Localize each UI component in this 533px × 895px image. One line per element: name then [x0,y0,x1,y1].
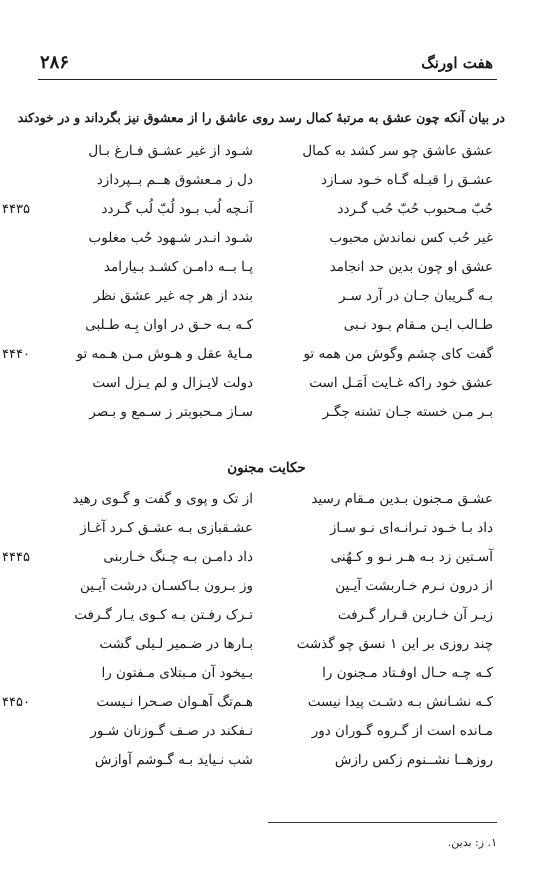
verse-row [0,576,533,603]
first-hemistich: عشـق را قبـله گـاه خـود سـازد [321,172,493,188]
first-hemistich: کـه نشـانش بـه دشـت پیدا نیست [307,694,493,710]
second-hemistich: کـه بـه حـق در اوان بِـه طـلبی [85,317,253,333]
second-hemistich: دولت لایـزال و لم یـزل است [92,375,253,391]
first-hemistich: از درون نـرم خـاربشت آیـین [335,578,493,594]
second-hemistich: شـود از غیر عشـق فـارغ بـال [88,143,253,159]
verse-row [0,286,533,313]
first-hemistich: عشـق مـجنون بـدین مـقام رسید [311,491,493,507]
story-heading: حکایت مجنون [227,460,306,476]
second-hemistich: تـرک رفـتن بـه کـوی یـار گـرفت [74,607,253,623]
first-hemistich: غیر حُب کس نماندش محبوب [329,230,493,246]
verse-row [0,605,533,632]
verse-row [0,228,533,255]
second-hemistich: مـایۀ عقل و هـوش مـن هـمه تو [76,346,253,362]
second-hemistich: عشـقبازی بـه عشـق کـرد آغـاز [80,520,253,536]
second-hemistich: شـود انـدر شـهود حُب مغلوب [88,230,253,246]
section-heading: در بیان آنکه چون عشق به مرتبۀ کمال رسد روی عاشق را از معشوق نیز بگرداند و در خودکند [17,110,505,125]
first-hemistich: مـانده است از گـروه گـوران دور [311,723,493,739]
first-hemistich: بـه گـریبان جـان در آرد سـر [339,288,493,304]
first-hemistich: چند روزی بر این ۱ نسق چو گذشت [296,636,493,652]
first-hemistich: داد بـا خـود تـرانـه‌ای نـو سـاز [329,520,493,536]
verse-row [0,344,533,371]
second-hemistich: بـارها در ضـمیر لـیلی گشت [99,636,253,652]
first-hemistich: روزهــا نشــنوم زکس رازش [334,752,493,768]
verse-row [0,257,533,284]
verse-row [0,721,533,748]
first-hemistich: گفت کای چشم وگوش من همه تو [303,346,493,362]
first-hemistich: آسـتین زد بـه هـر نـو و کـهُنی [330,549,493,565]
first-hemistich: طـالب ایـن مـقام بـود نـبی [343,317,493,333]
first-hemistich: کـه چـه حـال اوفـتاد مـجنون را [322,665,493,681]
second-hemistich: بـیخود آن مـبتلای مـفتون را [101,665,253,681]
verse-row [0,141,533,168]
second-hemistich: نـفکند در صـف گـوزنان شـور [90,723,253,739]
verse-row [0,170,533,197]
verse-number: ۴۴۳۵ [2,202,30,217]
second-hemistich: داد دامـن بـه چـنگ خـاربنی [103,549,253,565]
verse-number: ۴۴۵۰ [2,695,30,710]
verse-row [0,373,533,400]
first-hemistich: عشق او چون بدین حد انجامد [329,259,493,275]
second-hemistich: پـا بــه دامـن کشـد بـیارامد [103,259,253,275]
second-hemistich: هـم‌تگ آهـوان صـحرا نـیست [96,694,253,710]
second-hemistich: دل ز مـعشوق هــم بــپردازد [96,172,253,188]
verse-row [0,750,533,777]
verse-row [0,199,533,226]
running-title: هفت اورنگ [421,54,493,72]
first-hemistich: حُبّ مـحبوب حُبّ حُب گـردد [337,201,493,217]
second-hemistich: وز بـرون بـاکسـان درشت آیـین [80,578,253,594]
first-hemistich: عشق خود راکه غـایت اَمَـل است [309,375,493,391]
verse-row [0,402,533,429]
second-hemistich: از تک و پوی و گفت و گـوی رهید [72,491,253,507]
first-hemistich: زیـر آن خـاربن قـرار گـرفت [337,607,493,623]
verse-row [0,547,533,574]
verse-number: ۴۴۴۰ [2,347,30,362]
second-hemistich: بندد از هر چه غیر عشق نظر [93,288,253,304]
footnote: ۱. ز: بدین. [447,836,497,849]
footnote-divider [268,822,497,823]
verse-row [0,315,533,342]
page-header [38,50,497,78]
verse-row [0,489,533,516]
header-divider [38,79,497,80]
verse-row [0,663,533,690]
second-hemistich: سـاز مـحبوبتر ز سـمع و بـصر [89,404,253,420]
first-hemistich: عشق عاشق چو سر کشد به کمال [302,143,493,159]
verse-row [0,692,533,719]
first-hemistich: بـر مـن خسته جـان تشنه جگـر [322,404,493,420]
verse-row [0,518,533,545]
second-hemistich: شب نـیاید بـه گـوشم آوازش [94,752,253,768]
second-hemistich: آنـچه لُب بـود لُبّ لُب گـردد [101,201,253,217]
page-number: ۲۸۶ [40,52,70,73]
verse-row [0,634,533,661]
verse-number: ۴۴۴۵ [2,550,30,565]
